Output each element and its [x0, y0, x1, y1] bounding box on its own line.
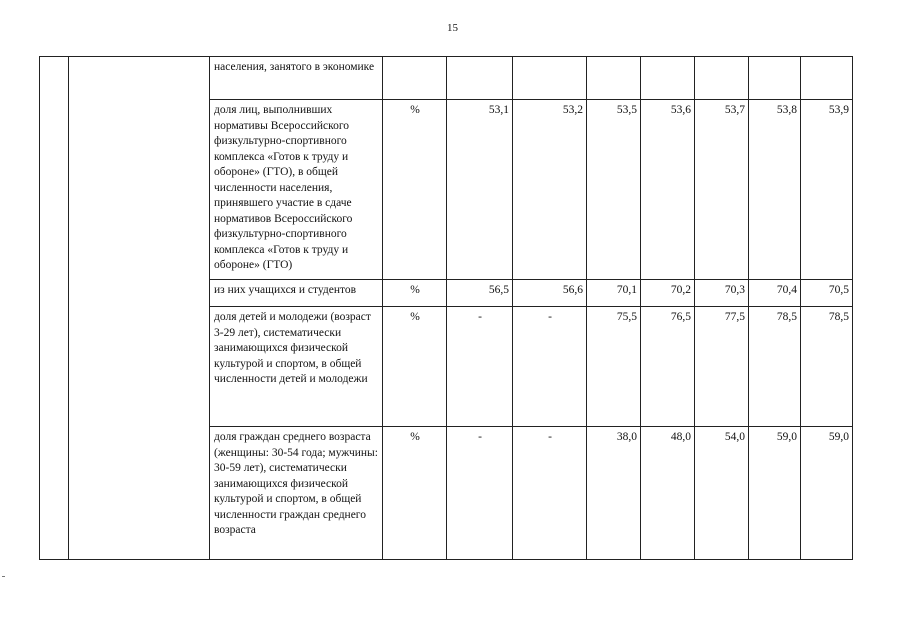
unit-cell: %: [383, 427, 447, 560]
value-cell: 53,2: [513, 100, 587, 280]
section-number-cell: [40, 57, 69, 560]
value-cell: -: [447, 307, 513, 427]
page-number: 15: [447, 22, 458, 34]
unit-cell: %: [383, 307, 447, 427]
value-cell: 56,6: [513, 280, 587, 307]
indicator-cell: доля детей и молодежи (возраст 3-29 лет), систематически занимающихся физической культурой и спортом, в общей численности детей и молодежи: [210, 307, 383, 427]
table-row: [40, 57, 853, 100]
value-cell: 78,5: [749, 307, 801, 427]
value-cell: [587, 57, 641, 100]
unit-cell: %: [383, 280, 447, 307]
value-cell: -: [513, 427, 587, 560]
value-cell: 54,0: [695, 427, 749, 560]
value-cell: 70,2: [641, 280, 695, 307]
value-cell: 53,6: [641, 100, 695, 280]
unit-cell: [383, 57, 447, 100]
value-cell: -: [447, 427, 513, 560]
indicator-cell: доля лиц, выполнивших нормативы Всероссийского физкультурно-спортивного комплекса «Готов к труду и обороне» (ГТО), в общей численности населения, принявшего участие в сдаче нормативов Всероссийского физкультурно-спортивного комплекса «Готов к труду и обороне» (ГТО): [210, 100, 383, 280]
value-cell: 53,9: [801, 100, 853, 280]
value-cell: 75,5: [587, 307, 641, 427]
value-cell: [513, 57, 587, 100]
value-cell: 38,0: [587, 427, 641, 560]
value-cell: 53,5: [587, 100, 641, 280]
value-cell: 78,5: [801, 307, 853, 427]
value-cell: [641, 57, 695, 100]
value-cell: 70,3: [695, 280, 749, 307]
unit-cell: %: [383, 100, 447, 280]
value-cell: [695, 57, 749, 100]
program-name-cell: [69, 57, 210, 560]
indicator-cell: из них учащихся и студентов: [210, 280, 383, 307]
value-cell: 70,1: [587, 280, 641, 307]
value-cell: 77,5: [695, 307, 749, 427]
value-cell: [801, 57, 853, 100]
value-cell: 59,0: [749, 427, 801, 560]
value-cell: 59,0: [801, 427, 853, 560]
value-cell: 56,5: [447, 280, 513, 307]
value-cell: 48,0: [641, 427, 695, 560]
indicators-table: [39, 56, 853, 560]
value-cell: -: [513, 307, 587, 427]
value-cell: 70,4: [749, 280, 801, 307]
value-cell: [447, 57, 513, 100]
scan-mark: [2, 576, 5, 577]
value-cell: [749, 57, 801, 100]
value-cell: 70,5: [801, 280, 853, 307]
indicator-cell: населения, занятого в экономике: [210, 57, 383, 100]
value-cell: 76,5: [641, 307, 695, 427]
indicator-cell: доля граждан среднего возраста (женщины: 30-54 года; мужчины: 30-59 лет), систематически занимающихся физической культурой и спортом, в общей численности граждан среднего возраста: [210, 427, 383, 560]
value-cell: 53,7: [695, 100, 749, 280]
value-cell: 53,1: [447, 100, 513, 280]
value-cell: 53,8: [749, 100, 801, 280]
